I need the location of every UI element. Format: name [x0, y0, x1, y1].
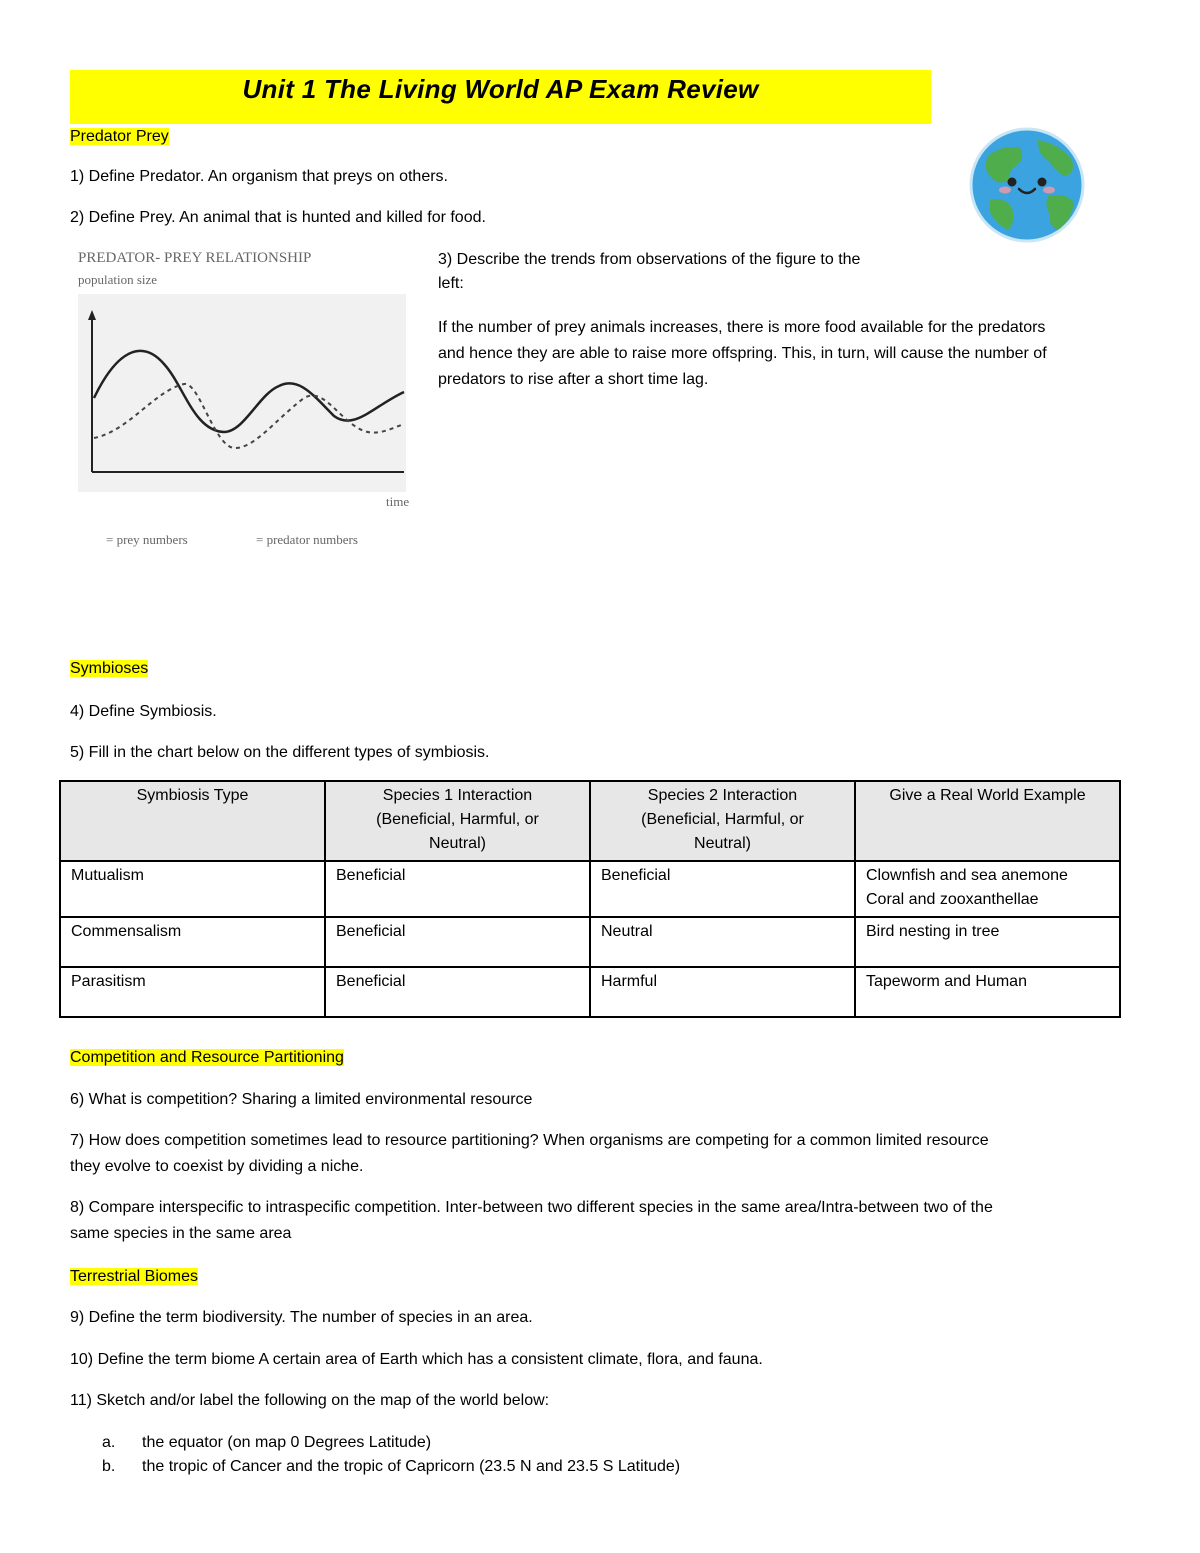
- question-6: 6) What is competition? Sharing a limited environmental resource: [70, 1091, 533, 1108]
- question-8-line-1: 8) Compare interspecific to intraspecific competition. Inter-between two different species in the same area/Intra-between two of the: [70, 1199, 993, 1216]
- figure-xlabel: time: [386, 494, 410, 509]
- table-row: [60, 967, 1120, 1017]
- question-3-answer-3: predators to rise after a short time lag.: [438, 371, 709, 388]
- header-symbiosis-type: Symbiosis Type: [60, 781, 325, 861]
- question-10: 10) Define the term biome A certain area of Earth which has a consistent climate, flora, and fauna.: [70, 1351, 763, 1368]
- table-header-row: [60, 781, 1120, 861]
- cell-species-2: Neutral: [590, 917, 855, 967]
- header-species-1: Species 1 Interaction (Beneficial, Harmful, or Neutral): [325, 781, 590, 861]
- section-predator-prey: Predator Prey: [70, 128, 169, 145]
- cell-example: Bird nesting in tree: [855, 917, 1120, 967]
- symbiosis-table: [59, 780, 1121, 1018]
- smiling-earth-icon: [968, 126, 1086, 244]
- cell-example: Tapeworm and Human: [855, 967, 1120, 1017]
- predator-prey-figure: [74, 246, 420, 556]
- question-7-line-2: they evolve to coexist by dividing a niche.: [70, 1158, 364, 1175]
- cell-type: Parasitism: [60, 967, 325, 1017]
- cell-type: Commensalism: [60, 917, 325, 967]
- question-2: 2) Define Prey. An animal that is hunted and killed for food.: [70, 209, 486, 226]
- cell-example: Clownfish and sea anemone Coral and zooxanthellae: [855, 861, 1120, 917]
- cell-species-1: Beneficial: [325, 861, 590, 917]
- question-3-answer-2: and hence they are able to raise more offspring. This, in turn, will cause the number of: [438, 345, 1047, 362]
- question-8-line-2: same species in the same area: [70, 1225, 292, 1242]
- figure-plot-area: [78, 294, 406, 492]
- cell-species-2: Beneficial: [590, 861, 855, 917]
- figure-ylabel: population size: [78, 272, 158, 287]
- cell-species-2: Harmful: [590, 967, 855, 1017]
- table-row: [60, 861, 1120, 917]
- question-3-answer-1: If the number of prey animals increases, there is more food available for the predators: [438, 319, 1046, 336]
- title-bar: [70, 70, 931, 124]
- question-3-line-1: 3) Describe the trends from observations of the figure to the: [438, 251, 861, 268]
- question-4: 4) Define Symbiosis.: [70, 703, 217, 720]
- list-item: b. the tropic of Cancer and the tropic of Capricorn (23.5 N and 23.5 S Latitude): [102, 1458, 681, 1475]
- section-symbioses: Symbioses: [70, 660, 149, 677]
- question-3-line-2: left:: [438, 275, 464, 292]
- page-title: Unit 1 The Living World AP Exam Review: [242, 74, 759, 104]
- figure-title: PREDATOR- PREY RELATIONSHIP: [78, 250, 312, 266]
- question-1: 1) Define Predator. An organism that preys on others.: [70, 168, 448, 185]
- legend-predator: = predator numbers: [256, 532, 358, 547]
- question-7-line-1: 7) How does competition sometimes lead to resource partitioning? When organisms are competing for a common limited resource: [70, 1132, 989, 1149]
- question-9: 9) Define the term biodiversity. The number of species in an area.: [70, 1309, 533, 1326]
- cell-species-1: Beneficial: [325, 967, 590, 1017]
- list-item: a. the equator (on map 0 Degrees Latitude): [102, 1434, 432, 1451]
- header-species-2: Species 2 Interaction (Beneficial, Harmful, or Neutral): [590, 781, 855, 861]
- section-competition: Competition and Resource Partitioning: [70, 1049, 344, 1066]
- cell-type: Mutualism: [60, 861, 325, 917]
- legend-prey: = prey numbers: [106, 532, 188, 547]
- header-example: Give a Real World Example: [855, 781, 1120, 861]
- table-row: [60, 917, 1120, 967]
- section-terrestrial-biomes: Terrestrial Biomes: [70, 1268, 199, 1285]
- cell-species-1: Beneficial: [325, 917, 590, 967]
- question-11: 11) Sketch and/or label the following on the map of the world below:: [70, 1392, 550, 1409]
- question-5: 5) Fill in the chart below on the different types of symbiosis.: [70, 744, 490, 761]
